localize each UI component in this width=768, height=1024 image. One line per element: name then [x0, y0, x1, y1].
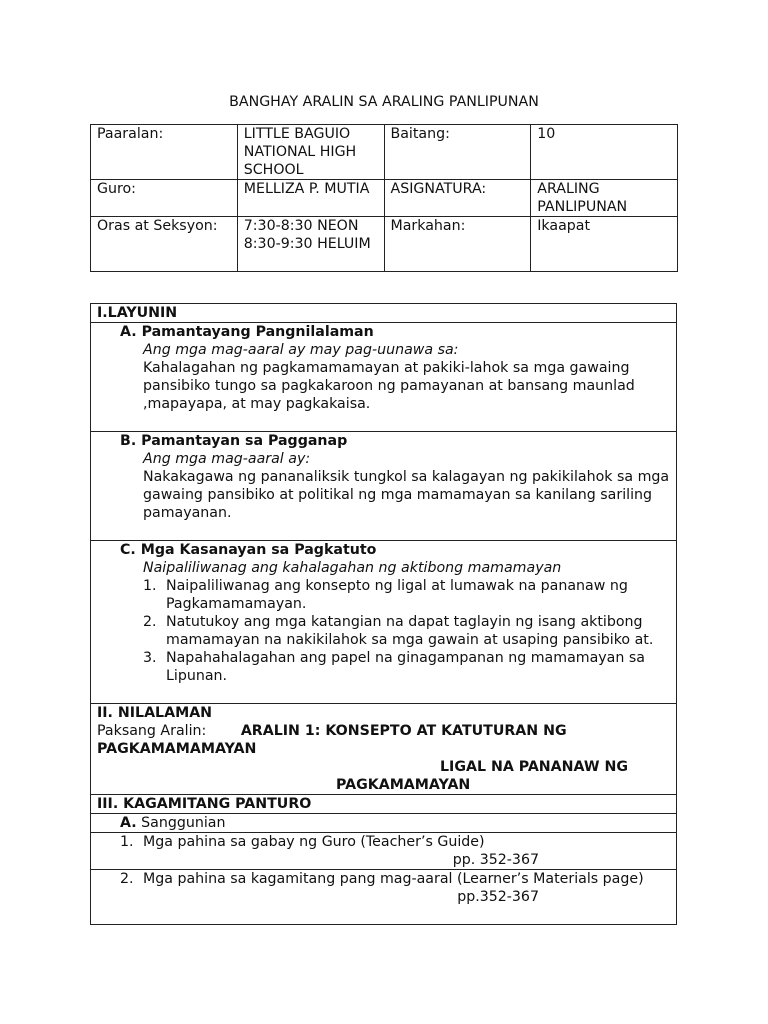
section-b-letter: B. — [120, 433, 137, 449]
guro-label: Guro: — [91, 180, 238, 217]
nilalaman-heading: II. NILALAMAN — [97, 705, 213, 721]
section-a-title: Pamantayang Pangnilalaman — [141, 324, 374, 340]
markahan-value: Ikaapat — [531, 217, 678, 272]
section-b-text: Nakakagawa ng pananaliksik tungkol sa kalagayan ng pakikilahok sa mga gawaing pansibiko at politikal ng mga mamamayan sa kanilang sariling pamayanan. — [143, 469, 670, 521]
section-c-heading — [97, 541, 670, 559]
section-b-intro: Ang mga mag-aaral ay: — [143, 451, 311, 467]
section-b-heading — [97, 432, 670, 450]
reference-2-pages: pp.352-367 — [457, 889, 539, 905]
sanggunian-cell — [91, 814, 677, 833]
asignatura-value: ARALING PANLIPUNAN — [531, 180, 678, 217]
section-c-cell — [91, 541, 677, 704]
section-c-title: Mga Kasanayan sa Pagkatuto — [140, 542, 377, 558]
baitang-label: Baitang: — [384, 125, 531, 180]
sanggunian-letter: A. — [120, 815, 137, 831]
oras-value — [237, 217, 384, 272]
document-title: BANGHAY ARALIN SA ARALING PANLIPUNAN — [229, 94, 539, 110]
guro-value: MELLIZA P. MUTIA — [237, 180, 384, 217]
lesson-plan-table — [90, 303, 677, 925]
paksang-aralin-title-3: LIGAL NA PANANAW NG — [440, 759, 628, 775]
paksang-aralin-line — [97, 722, 670, 740]
section-a-heading — [97, 323, 670, 341]
paksang-aralin-title-4: PAGKAMAMAYAN — [336, 777, 471, 793]
info-row-oras — [91, 217, 678, 272]
info-row-guro — [91, 180, 678, 217]
section-a-intro: Ang mga mag-aaral ay may pag-uunawa sa: — [143, 342, 459, 358]
reference-item-2: 2. Mga pahina sa kagamitang pang mag-aaral (Learner’s Materials page) pp.352-367 — [91, 870, 677, 925]
section-b-title: Pamantayan sa Pagganap — [141, 433, 348, 449]
reference-1-text: Mga pahina sa gabay ng Guro (Teacher’s Guide) — [143, 834, 485, 850]
info-row-paaralan — [91, 125, 678, 180]
section-c-intro: Naipaliliwanag ang kahalagahan ng aktibong mamamayan — [143, 560, 562, 576]
section-c-letter: C. — [120, 542, 136, 558]
section-c-list — [97, 577, 670, 685]
list-item: 3. Napahahalagahan ang papel na ginagampanan ng mamamayan sa Lipunan. — [143, 650, 645, 684]
sanggunian-title: Sanggunian — [141, 815, 226, 831]
layunin-heading: I.LAYUNIN — [91, 304, 677, 323]
paksang-aralin-title-2: PAGKAMAMAMAYAN — [97, 741, 257, 757]
list-item: 2. Natutukoy ang mga katangian na dapat taglayin ng isang aktibong mamamayan na nakikilahok sa mga gawain at usaping pansibiko at. — [143, 614, 654, 648]
markahan-label: Markahan: — [384, 217, 531, 272]
section-a-text: Kahalagahan ng pagkamamamayan at pakiki-lahok sa mga gawaing pansibiko tungo sa pagkakaroon ng pamayanan at bansang maunlad ,mapayapa, at may pagkakaisa. — [143, 360, 635, 412]
section-b-cell — [91, 432, 677, 541]
oras-value-1: 7:30-8:30 NEON — [243, 218, 359, 234]
list-item: 1. Naipaliliwanag ang konsepto ng ligal at lumawak na pananaw ng Pagkamamamayan. — [143, 578, 628, 612]
oras-value-2: 8:30-9:30 HELUIM — [243, 236, 371, 252]
paaralan-label: Paaralan: — [91, 125, 238, 180]
info-table — [90, 124, 678, 272]
nilalaman-cell — [91, 704, 677, 795]
reference-2-text: Mga pahina sa kagamitang pang mag-aaral (Learner’s Materials page) — [143, 871, 644, 887]
section-a-cell — [91, 323, 677, 432]
baitang-value: 10 — [531, 125, 678, 180]
oras-label: Oras at Seksyon: — [91, 217, 238, 272]
paksang-aralin-label: Paksang Aralin: — [97, 723, 207, 739]
paaralan-value: LITTLE BAGUIO NATIONAL HIGH SCHOOL — [237, 125, 384, 180]
section-a-letter: A. — [120, 324, 137, 340]
reference-1-pages: pp. 352-367 — [452, 852, 539, 868]
paksang-aralin-title-1: ARALIN 1: KONSEPTO AT KATUTURAN NG — [240, 723, 567, 739]
reference-item-1: 1. Mga pahina sa gabay ng Guro (Teacher’s Guide) pp. 352-367 — [91, 833, 677, 870]
asignatura-label: ASIGNATURA: — [384, 180, 531, 217]
kagamitan-heading: III. KAGAMITANG PANTURO — [91, 795, 677, 814]
